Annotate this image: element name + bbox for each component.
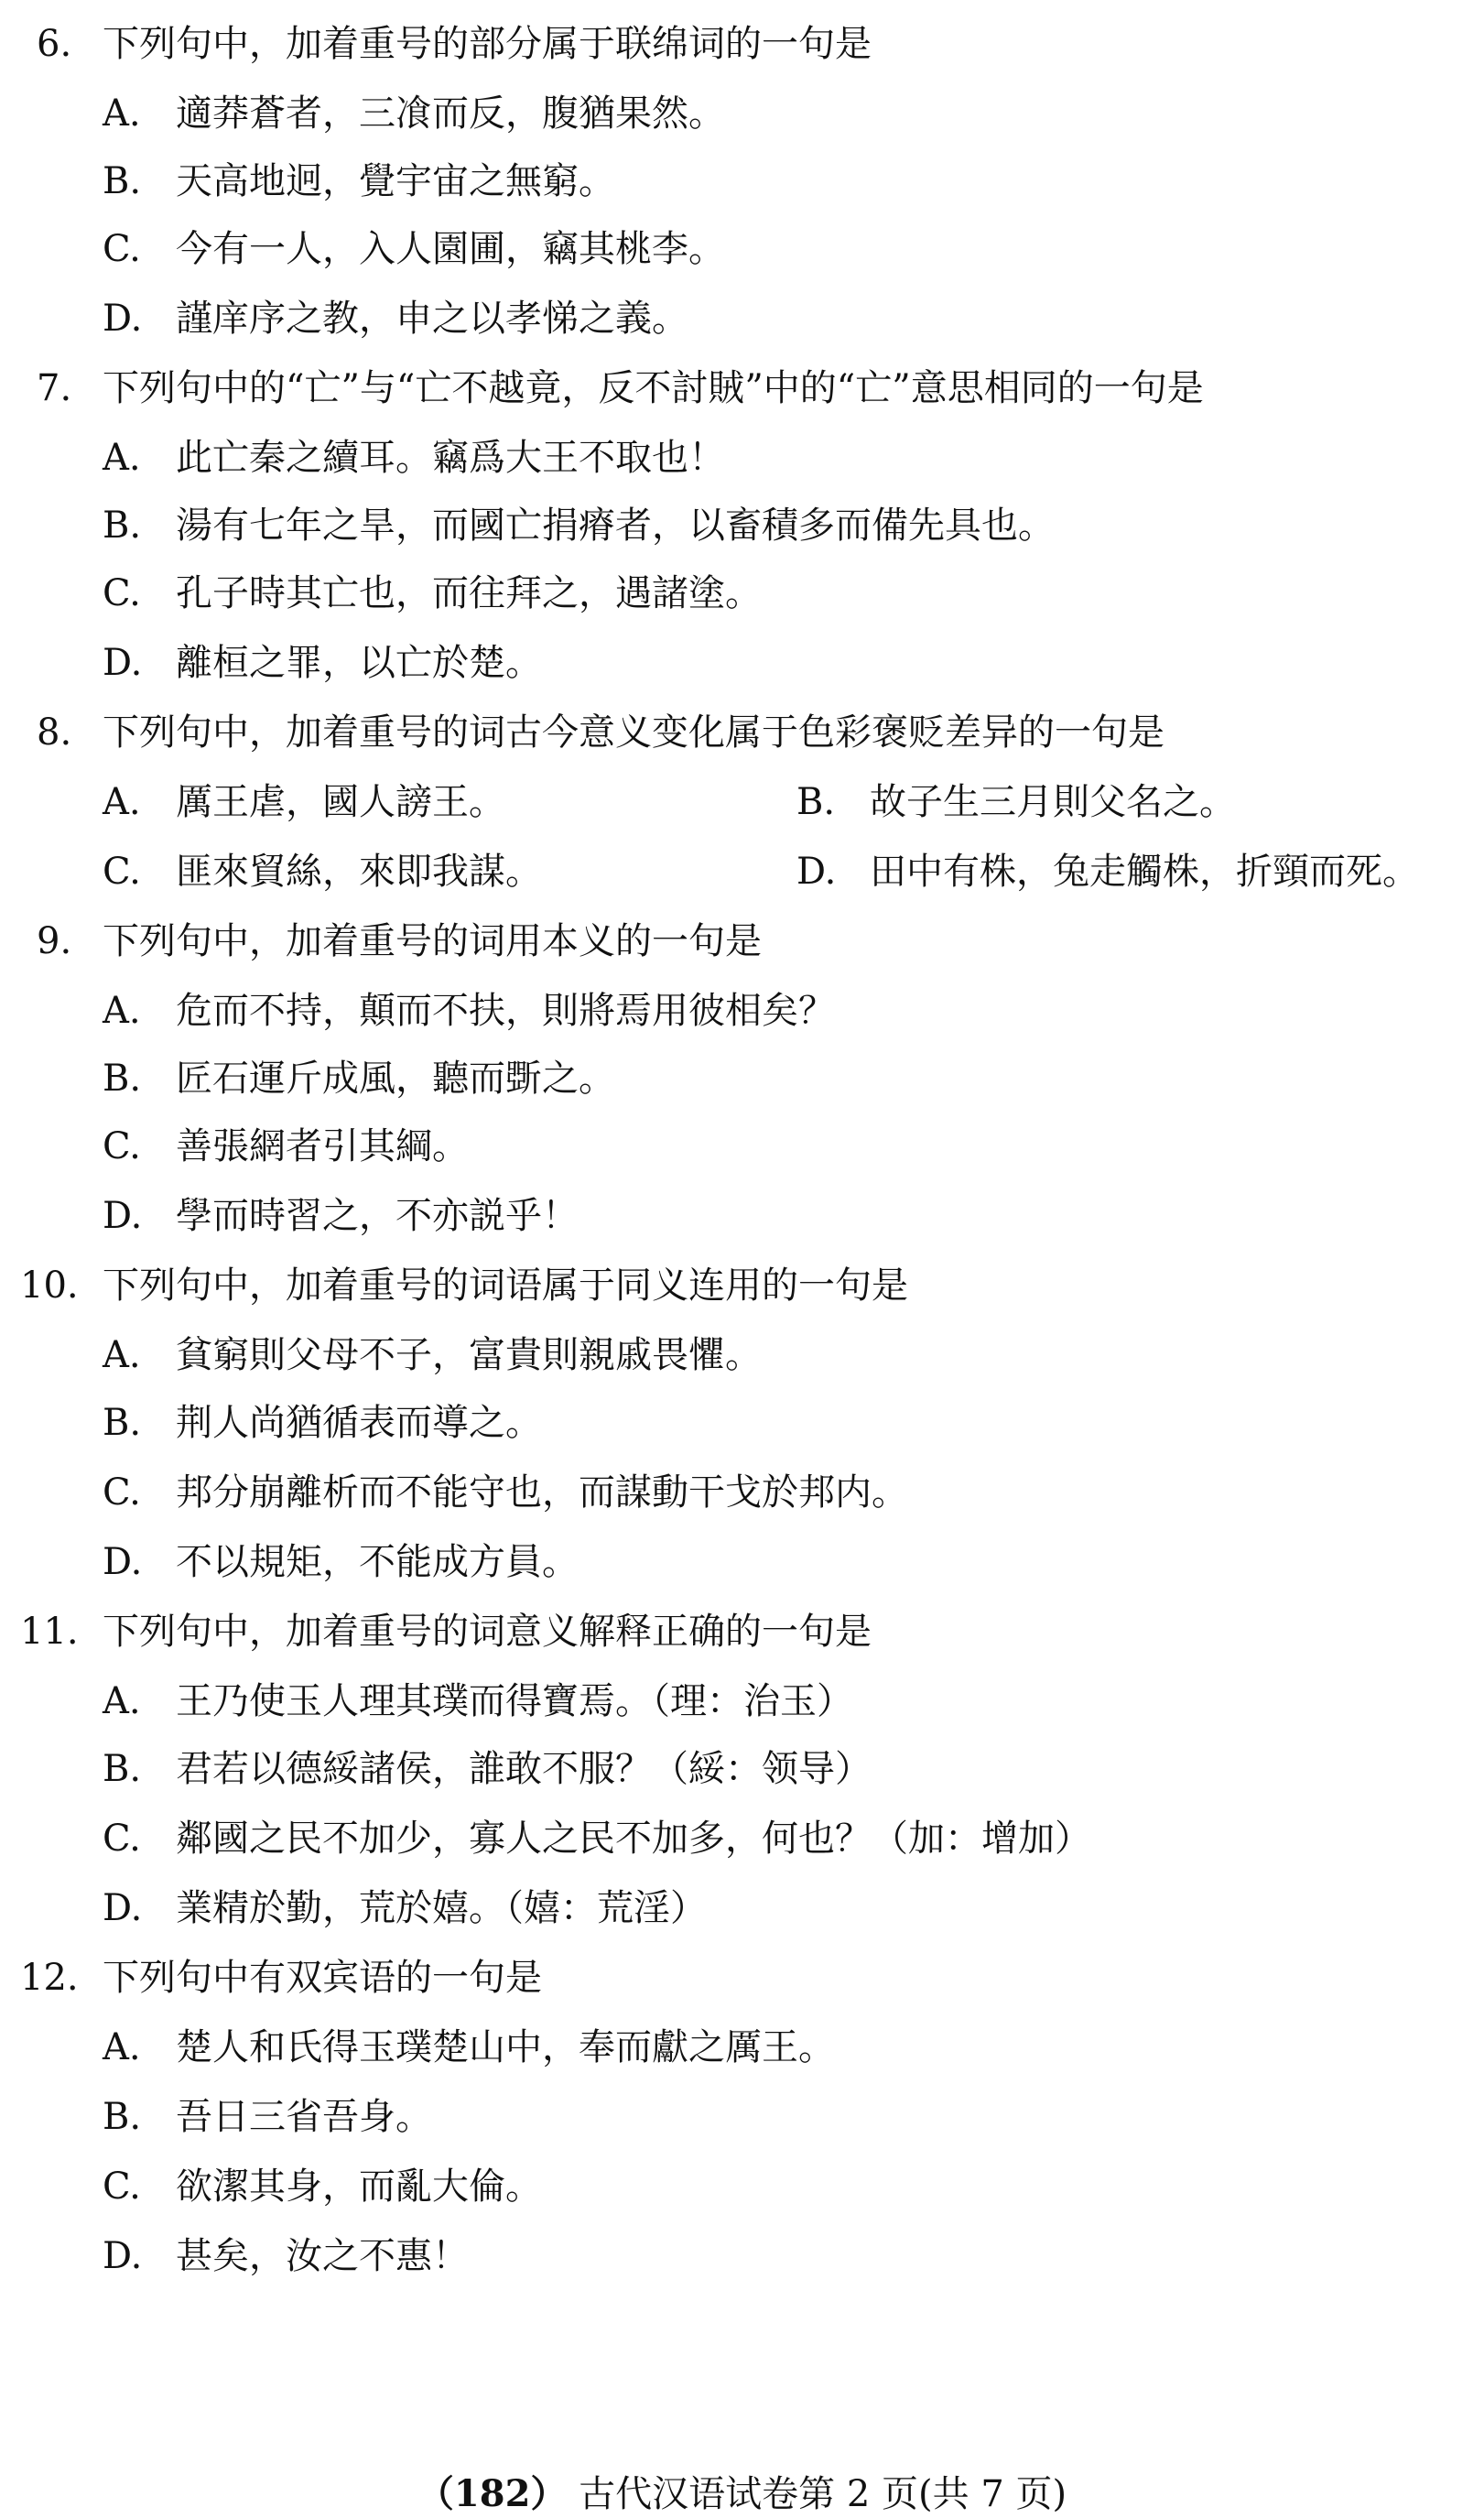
page-title: 古代汉语试卷第 2 页(共 7 页) [579,2473,1067,2515]
option-letter: D. [796,851,837,893]
option-text: 吾日三省吾身。 [176,2096,432,2138]
option-letter: D. [103,298,143,340]
option-letter: A. [103,781,141,823]
option-letter: C. [103,1125,141,1167]
option-letter: A. [103,437,141,479]
option-letter: C. [103,851,141,893]
option-text: 不以規矩，不能成方員。 [176,1541,579,1583]
option-text: 邦分崩離析而不能守也，而謀動干戈於邦内。 [176,1471,908,1514]
show-through-decoration [934,55,1263,95]
option-letter: D. [103,1541,143,1583]
option-text: 厲王虐，國人謗王。 [176,781,505,823]
option-letter: C. [103,572,141,614]
option-letter: D. [103,1195,143,1237]
option-text: 鄰國之民不加少，寡人之民不加多，何也？（加：增加） [176,1818,1091,1860]
question-number: 7. [37,367,72,409]
option-letter: B. [103,1748,142,1790]
option-text: 適莽蒼者，三飡而反，腹猶果然。 [176,92,725,135]
option-text: 天高地迥，覺宇宙之無窮。 [176,160,615,202]
option-text: 危而不持，顛而不扶，則將焉用彼相矣？ [176,990,835,1032]
option-letter: C. [103,1818,141,1860]
question-number: 8. [37,711,72,754]
option-letter: D. [103,642,143,684]
option-letter: D. [103,1887,143,1929]
question-stem: 下列句中，加着重号的词古今意义变化属于色彩褒贬差异的一句是 [103,711,1164,754]
option-text: 荆人尚猶循表而導之。 [176,1402,542,1444]
option-text: 田中有株，兔走觸株，折頸而死。 [870,851,1419,893]
option-text: 孔子時其亡也，而往拜之，遇諸塗。 [176,572,762,614]
option-text: 離桓之罪，以亡於楚。 [176,642,542,684]
option-text: 貧窮則父母不子，富貴則親戚畏懼。 [176,1334,762,1376]
question-number: 10. [20,1264,79,1307]
option-text: 此亡秦之續耳。竊爲大王不取也！ [176,437,725,479]
page-footer [0,2470,1484,2518]
question-stem: 下列句中的“亡”与“亡不越竟，反不討賊”中的“亡”意思相同的一句是 [103,367,1204,409]
option-text: 業精於勤，荒於嬉。（嬉：荒淫） [176,1887,707,1929]
question-number: 6. [37,23,72,65]
question-stem: 下列句中，加着重号的部分属于联绵词的一句是 [103,23,872,65]
option-letter: A. [103,1334,141,1376]
question-stem: 下列句中有双宾语的一句是 [103,1957,542,1999]
option-letter: B. [103,160,142,202]
option-text: 善張網者引其綱。 [176,1125,469,1167]
option-letter: C. [103,228,141,270]
option-text: 學而時習之，不亦説乎！ [176,1195,579,1237]
page-code: （182） [417,2472,568,2515]
question-number: 12. [20,1957,79,1999]
option-letter: C. [103,2165,141,2208]
option-letter: D. [103,2235,143,2277]
option-text: 君若以德綏諸侯，誰敢不服？（綏：领导） [176,1748,872,1790]
option-letter: B. [103,505,142,547]
option-letter: A. [103,990,141,1032]
option-letter: C. [103,1471,141,1514]
option-text: 楚人和氏得玉璞楚山中，奉而獻之厲王。 [176,2026,835,2068]
option-letter: A. [103,92,141,135]
option-letter: B. [796,781,836,823]
option-text: 王乃使玉人理其璞而得寶焉。（理：治玉） [176,1680,853,1722]
option-letter: B. [103,2096,142,2138]
option-letter: A. [103,2026,141,2068]
option-text: 匠石運斤成風，聽而斲之。 [176,1058,615,1100]
option-text: 今有一人，入人園圃，竊其桃李。 [176,228,725,270]
option-text: 匪來貿絲，來即我謀。 [176,851,542,893]
option-text: 欲潔其身，而亂大倫。 [176,2165,542,2208]
option-text: 故子生三月則父名之。 [870,781,1236,823]
option-letter: B. [103,1058,142,1100]
question-stem: 下列句中，加着重号的词意义解释正确的一句是 [103,1611,872,1653]
option-text: 甚矣，汝之不惠！ [176,2235,469,2277]
question-stem: 下列句中，加着重号的词语属于同义连用的一句是 [103,1264,908,1307]
option-text: 謹庠序之教，申之以孝悌之義。 [176,298,688,340]
option-letter: A. [103,1680,141,1722]
question-stem: 下列句中，加着重号的词用本义的一句是 [103,920,762,962]
option-text: 湯有七年之旱，而國亡捐瘠者，以畜積多而備先具也。 [176,505,1055,547]
question-number: 11. [20,1611,79,1653]
question-number: 9. [37,920,72,962]
option-letter: B. [103,1402,142,1444]
